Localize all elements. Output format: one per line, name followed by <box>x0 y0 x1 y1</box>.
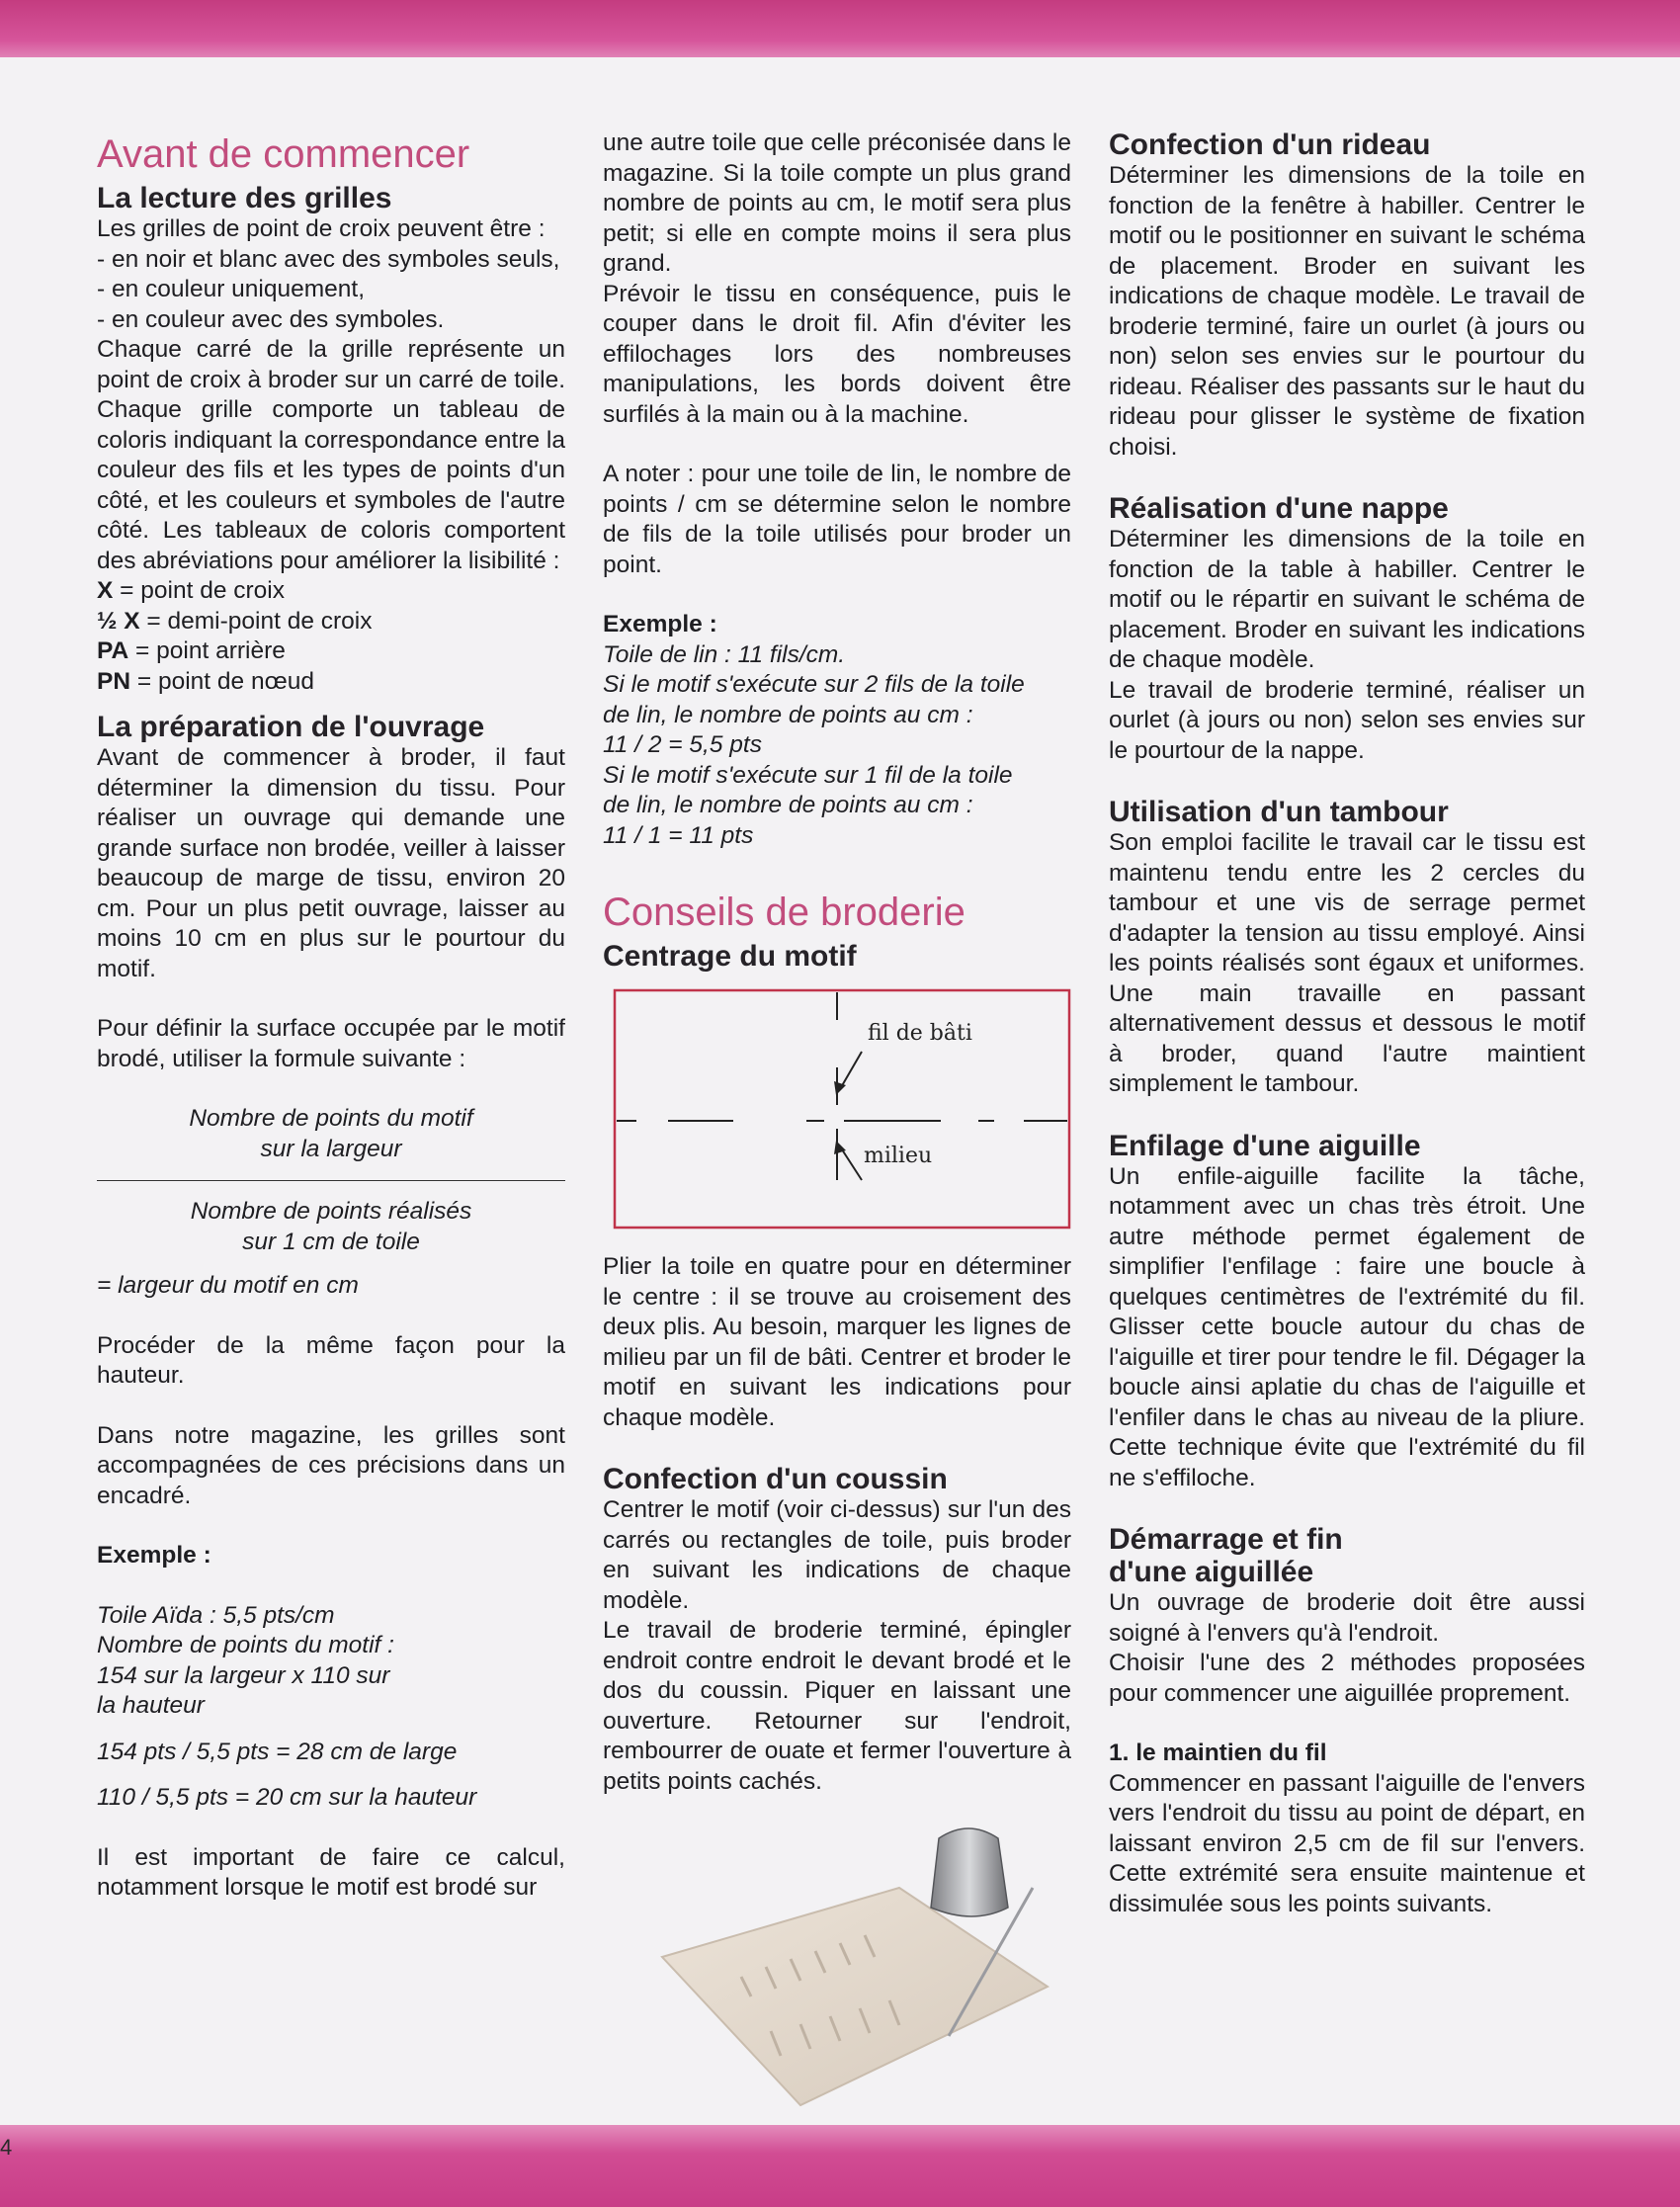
grilles-list-item: - en couleur uniquement, <box>97 276 366 302</box>
abbr-meaning: = point de nœud <box>130 667 314 695</box>
thimble <box>931 1828 1008 1916</box>
abbr-meaning: = point arrière <box>128 637 286 664</box>
section-title-conseils: Conseils de broderie <box>603 891 966 934</box>
heading-enfilage: Enfilage d'une aiguille <box>1109 1129 1421 1162</box>
section-title-avant: Avant de commencer <box>97 132 470 176</box>
formula-result: = largeur du motif en cm <box>97 1272 359 1299</box>
exemple-line: Si le motif s'exécute sur 2 fils de la toile <box>603 671 1025 698</box>
heading-preparation: La préparation de l'ouvrage <box>97 711 485 743</box>
formula-numerator: Nombre de points du motif <box>189 1105 473 1132</box>
exemple-line: Toile Aïda : 5,5 pts/cm <box>97 1601 335 1629</box>
tambour-paragraph: Son emploi facilite le travail car le tissu est maintenu tendu entre les 2 cercles du tambour et une vis de serrage permet d'adapter la tension au tissu employé. Ainsi les points réalisés sont égaux et uniformes. Une main travaille en passant alternativement dessus et dessous le motif à broder, quand l'autre maintient simplement le tambour. <box>1109 829 1585 1097</box>
note-paragraph: A noter : pour une toile de lin, le nombre de points / cm se détermine selon le nombre de fils de la toile utilisés pour broder un point. <box>603 461 1071 578</box>
diagram-frame <box>615 990 1069 1228</box>
formula-numerator: sur la largeur <box>260 1135 402 1162</box>
exemple-line: la hauteur <box>97 1692 205 1719</box>
heading-lecture-grilles: La lecture des grilles <box>97 182 392 214</box>
centrage-diagram <box>603 986 1071 1234</box>
arrow-fil-line <box>840 1052 862 1089</box>
formula <box>97 1104 565 1302</box>
heading-tambour: Utilisation d'un tambour <box>1109 796 1449 828</box>
heading-demarrage: Démarrage et fin <box>1109 1523 1343 1556</box>
label-milieu: milieu <box>864 1144 933 1168</box>
heading-coussin: Confection d'un coussin <box>603 1463 948 1495</box>
grilles-list-item: - en couleur avec des symboles. <box>97 305 445 333</box>
heading-nappe: Réalisation d'une nappe <box>1109 492 1449 525</box>
toile-paragraph-2: Prévoir le tissu en conséquence, puis le couper dans le droit fil. Afin d'éviter les effilochages lors des nombreuses manipulations, les bords doivent être surfilés à la main ou à la machine. <box>603 280 1071 428</box>
page-number: 4 <box>0 2135 13 2160</box>
preparation-paragraph-4: Dans notre magazine, les grilles sont accompagnées de ces précisions dans un encadré. <box>97 1421 565 1509</box>
label-fil-de-bati: fil de bâti <box>868 1021 972 1046</box>
grilles-intro: Les grilles de point de croix peuvent être : <box>97 215 546 242</box>
heading-centrage: Centrage du motif <box>603 940 857 973</box>
abbr-code: PA <box>97 637 129 664</box>
preparation-paragraph-3: Procéder de la même façon pour la hauteur. <box>97 1331 565 1389</box>
nappe-paragraph-2: Le travail de broderie terminé, réaliser un ourlet (à jours ou non) selon ses envies sur le pourtour de la nappe. <box>1109 676 1585 764</box>
exemple-label: Exemple : <box>97 1542 211 1569</box>
centrage-diagram-svg <box>603 986 1071 1230</box>
formula-denominator: Nombre de points réalisés <box>190 1198 472 1225</box>
heading-rideau: Confection d'un rideau <box>1109 128 1431 161</box>
column-2 <box>603 128 1071 1797</box>
exemple-line: Toile de lin : 11 fils/cm. <box>603 640 846 668</box>
exemple-line: Nombre de points du motif : <box>97 1632 394 1658</box>
abbr-code: PN <box>97 667 131 695</box>
exemple-lin <box>603 640 1071 852</box>
heading-demarrage-line-2: d'une aiguillée <box>1109 1556 1314 1588</box>
fabric-photo-svg <box>652 1809 1067 2125</box>
grilles-paragraph: Chaque carré de la grille représente un point de croix à broder sur un carré de toile. Chaque grille comporte un tableau de coloris indiquant la correspondance entre la couleur des fils et les types de points d'un côté, et les couleurs et symboles de l'autre côté. Les tableaux de coloris comportent des abréviations pour améliorer la lisibilité : <box>97 336 565 574</box>
exemple-label: Exemple : <box>603 611 717 637</box>
top-pink-band <box>0 0 1680 57</box>
grilles-list-item: - en noir et blanc avec des symboles seuls, <box>97 245 560 273</box>
abbr-code: X <box>97 577 114 604</box>
heading-maintien: 1. le maintien du fil <box>1109 1740 1327 1766</box>
preparation-paragraph-5: Il est important de faire ce calcul, notamment lorsque le motif est brodé sur <box>97 1843 565 1901</box>
coussin-paragraph-1: Centrer le motif (voir ci-dessus) sur l'un des carrés ou rectangles de toile, puis broder en suivant les indications de chaque modèle. <box>603 1496 1071 1614</box>
fabric-thimble-needle-photo <box>652 1809 1067 2125</box>
arrow-milieu-line <box>840 1146 862 1180</box>
exemple-line: 154 pts / 5,5 pts = 28 cm de large <box>97 1738 458 1765</box>
preparation-paragraph-2: Pour définir la surface occupée par le motif brodé, utiliser la formule suivante : <box>97 1015 565 1072</box>
abbr-code: ½ X <box>97 607 140 635</box>
column-1 <box>97 127 565 1904</box>
exemple-line: Si le motif s'exécute sur 1 fil de la toile <box>603 761 1013 789</box>
preparation-paragraph-1: Avant de commencer à broder, il faut déterminer la dimension du tissu. Pour réaliser un ouvrage qui demande une grande surface non brodée, veiller à laisser beaucoup de marge de tissu, environ 20 cm. Pour un plus petit ouvrage, laisser au moins 10 cm en plus sur le pourtour du motif. <box>97 744 565 982</box>
demarrage-paragraph-1: Un ouvrage de broderie doit être aussi soigné à l'envers qu'à l'endroit. <box>1109 1589 1585 1647</box>
exemple-line: 110 / 5,5 pts = 20 cm sur la hauteur <box>97 1784 477 1811</box>
fabric-swatch <box>662 1888 1048 2105</box>
exemple-aida <box>97 1601 565 1814</box>
exemple-line: 154 sur la largeur x 110 sur <box>97 1661 390 1689</box>
abbr-meaning: = point de croix <box>113 577 285 604</box>
bottom-pink-band <box>0 2125 1680 2207</box>
enfilage-paragraph: Un enfile-aiguille facilite la tâche, notamment avec un chas très étroit. Une autre méthode permet également de simplifier l'enfilage : faire une boucle à quelques centimètres de l'extrémité du fil. Glisser cette boucle autour du chas de l'aiguille et tirer pour tendre le fil. Dégager la boucle ainsi aplatie du chas de l'aiguille et l'enfiler dans le chas au niveau de la pliure. Cette technique évite que l'extrémité du fil ne s'effiloche. <box>1109 1162 1585 1491</box>
abbr-meaning: = demi-point de croix <box>139 607 373 635</box>
centrage-paragraph: Plier la toile en quatre pour en déterminer le centre : il se trouve au croisement des deux plis. Au besoin, marquer les lignes de milieu par un fil de bâti. Centrer et broder le motif en suivant les indications pour chaque modèle. <box>603 1253 1071 1431</box>
abbreviations-list <box>97 576 565 697</box>
exemple-line: 11 / 2 = 5,5 pts <box>603 731 762 758</box>
exemple-line: de lin, le nombre de points au cm : <box>603 792 973 818</box>
coussin-paragraph-2: Le travail de broderie terminé, épingler endroit contre endroit le devant brodé et le dos du coussin. Piquer en laissant une ouverture. Retourner sur l'endroit, rembourrer de ouate et fermer l'ouverture à petits points cachés. <box>603 1617 1071 1795</box>
exemple-line: 11 / 1 = 11 pts <box>603 821 754 849</box>
column-3 <box>1109 128 1585 1919</box>
formula-denominator: sur 1 cm de toile <box>242 1228 420 1255</box>
demarrage-paragraph-2: Choisir l'une des 2 méthodes proposées pour commencer une aiguillée proprement. <box>1109 1650 1585 1707</box>
exemple-line: de lin, le nombre de points au cm : <box>603 701 973 728</box>
nappe-paragraph-1: Déterminer les dimensions de la toile en fonction de la table à habiller. Centrer le motif ou le répartir en suivant le schéma de placement. Broder en suivant les indications de chaque modèle. <box>1109 526 1585 673</box>
maintien-paragraph: Commencer en passant l'aiguille de l'envers vers l'endroit du tissu au point de départ, en laissant environ 2,5 cm de fil sur l'envers. Cette extrémité sera ensuite maintenue et dissimulée sous les points suivants. <box>1109 1769 1585 1917</box>
formula-divider <box>97 1180 565 1181</box>
toile-paragraph-1: une autre toile que celle préconisée dans le magazine. Si la toile compte un plus grand nombre de points au cm, le motif sera plus petit; si elle en compte moins il sera plus grand. <box>603 129 1071 277</box>
rideau-paragraph: Déterminer les dimensions de la toile en fonction de la fenêtre à habiller. Centrer le motif ou le positionner en suivant le schéma de placement. Broder en suivant les indications de chaque modèle. Le travail de broderie terminé, faire un ourlet (à jours ou non) selon ses envies sur le pourtour du rideau. Réaliser des passants sur le haut du rideau pour glisser le système de fixation choisi. <box>1109 162 1585 461</box>
